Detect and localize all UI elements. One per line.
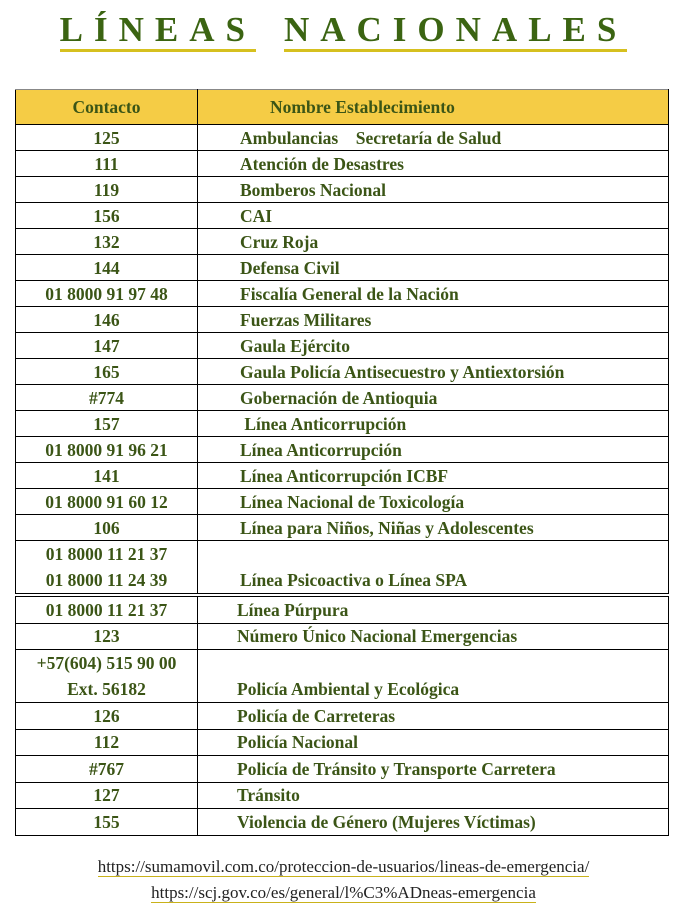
table-row	[16, 125, 669, 151]
table-row	[16, 782, 669, 809]
contact-cell: 157	[16, 411, 198, 437]
contact-cell: 01 8000 91 60 12	[16, 489, 198, 515]
establishment-name-cell: Gaula Ejército	[198, 333, 669, 359]
title-word-nacionales: NACIONALES	[284, 10, 627, 52]
table-row	[16, 281, 669, 307]
establishment-name-cell: Ambulancias Secretaría de Salud	[198, 125, 669, 151]
table-row	[16, 255, 669, 281]
table-row	[16, 411, 669, 437]
table-row	[16, 623, 669, 650]
establishment-name-cell: Línea Anticorrupción ICBF	[198, 463, 669, 489]
table-row	[16, 729, 669, 756]
establishment-name-cell: Número Único Nacional Emergencias	[198, 623, 669, 650]
contact-cell: 01 8000 91 97 48	[16, 281, 198, 307]
establishment-name-cell: Defensa Civil	[198, 255, 669, 281]
establishment-name-cell: Línea Púrpura	[198, 597, 669, 624]
establishment-name-cell: Policía de Tránsito y Transporte Carretera	[198, 756, 669, 783]
contact-line: +57(604) 515 90 00	[36, 653, 177, 673]
contact-cell: 119	[16, 177, 198, 203]
establishment-name-cell: Violencia de Género (Mujeres Víctimas)	[198, 809, 669, 836]
table-row	[16, 489, 669, 515]
contact-cell: 127	[16, 782, 198, 809]
table-row	[16, 597, 669, 624]
establishment-name-cell: Policía Nacional	[198, 729, 669, 756]
contact-cell: 165	[16, 359, 198, 385]
establishment-name-cell: Fiscalía General de la Nación	[198, 281, 669, 307]
table-row	[16, 515, 669, 541]
emergency-lines-table-continued	[15, 596, 669, 836]
establishment-name-cell: Línea Nacional de Toxicología	[198, 489, 669, 515]
establishment-name-cell: Línea para Niños, Niñas y Adolescentes	[198, 515, 669, 541]
table-row	[16, 177, 669, 203]
establishment-name-cell: Línea Psicoactiva o Línea SPA	[198, 541, 669, 594]
emergency-lines-table	[15, 89, 669, 594]
establishment-name-cell: Gobernación de Antioquia	[198, 385, 669, 411]
establishment-name-cell: Línea Anticorrupción	[198, 411, 669, 437]
table-row	[16, 151, 669, 177]
contact-cell: 111	[16, 151, 198, 177]
table-row	[16, 756, 669, 783]
title-word-lineas: LÍNEAS	[60, 10, 256, 52]
establishment-name-cell: Fuerzas Militares	[198, 307, 669, 333]
header-contacto: Contacto	[16, 90, 198, 125]
contact-cell: 144	[16, 255, 198, 281]
contact-cell: #774	[16, 385, 198, 411]
establishment-name-cell: Tránsito	[198, 782, 669, 809]
establishment-name-cell: Policía Ambiental y Ecológica	[198, 650, 669, 703]
contact-cell: 106	[16, 515, 198, 541]
contact-cell: 126	[16, 703, 198, 730]
establishment-name-cell: Línea Anticorrupción	[198, 437, 669, 463]
source-link-scj[interactable]: https://scj.gov.co/es/general/l%C3%ADneas-emergencia	[151, 883, 536, 902]
contact-line-secondary: Ext. 56182	[67, 679, 146, 699]
header-nombre-establecimiento: Nombre Establecimiento	[198, 90, 669, 125]
source-link-sumamovil[interactable]: https://sumamovil.com.co/proteccion-de-usuarios/lineas-de-emergencia/	[97, 857, 590, 876]
establishment-name-cell: Cruz Roja	[198, 229, 669, 255]
table-row	[16, 650, 669, 703]
table-row	[16, 809, 669, 836]
contact-line-secondary: 01 8000 11 24 39	[45, 570, 168, 590]
contact-cell: 01 8000 11 21 37	[16, 597, 198, 624]
table-row	[16, 229, 669, 255]
establishment-name-cell: Policía de Carreteras	[198, 703, 669, 730]
contact-cell: 01 8000 91 96 21	[16, 437, 198, 463]
contact-cell: #767	[16, 756, 198, 783]
contact-cell: 141	[16, 463, 198, 489]
contact-cell: 155	[16, 809, 198, 836]
table-row	[16, 463, 669, 489]
table-row	[16, 703, 669, 730]
sources	[0, 854, 687, 906]
table-row	[16, 307, 669, 333]
establishment-name-cell: Atención de Desastres	[198, 151, 669, 177]
table-row	[16, 203, 669, 229]
establishment-name-cell: Bomberos Nacional	[198, 177, 669, 203]
contact-cell	[16, 541, 198, 594]
contact-cell: 132	[16, 229, 198, 255]
contact-cell: 125	[16, 125, 198, 151]
table-row	[16, 541, 669, 594]
table-header-row	[16, 90, 669, 125]
table-row	[16, 359, 669, 385]
table-row	[16, 333, 669, 359]
table-row	[16, 437, 669, 463]
contact-line: 01 8000 11 21 37	[45, 544, 168, 564]
contact-cell: 146	[16, 307, 198, 333]
establishment-name-cell: Gaula Policía Antisecuestro y Antiextorsión	[198, 359, 669, 385]
table-row	[16, 385, 669, 411]
contact-cell: 156	[16, 203, 198, 229]
page-title	[0, 10, 687, 50]
contact-cell: 123	[16, 623, 198, 650]
contact-cell: 147	[16, 333, 198, 359]
establishment-name-cell: CAI	[198, 203, 669, 229]
contact-cell	[16, 650, 198, 703]
contact-cell: 112	[16, 729, 198, 756]
